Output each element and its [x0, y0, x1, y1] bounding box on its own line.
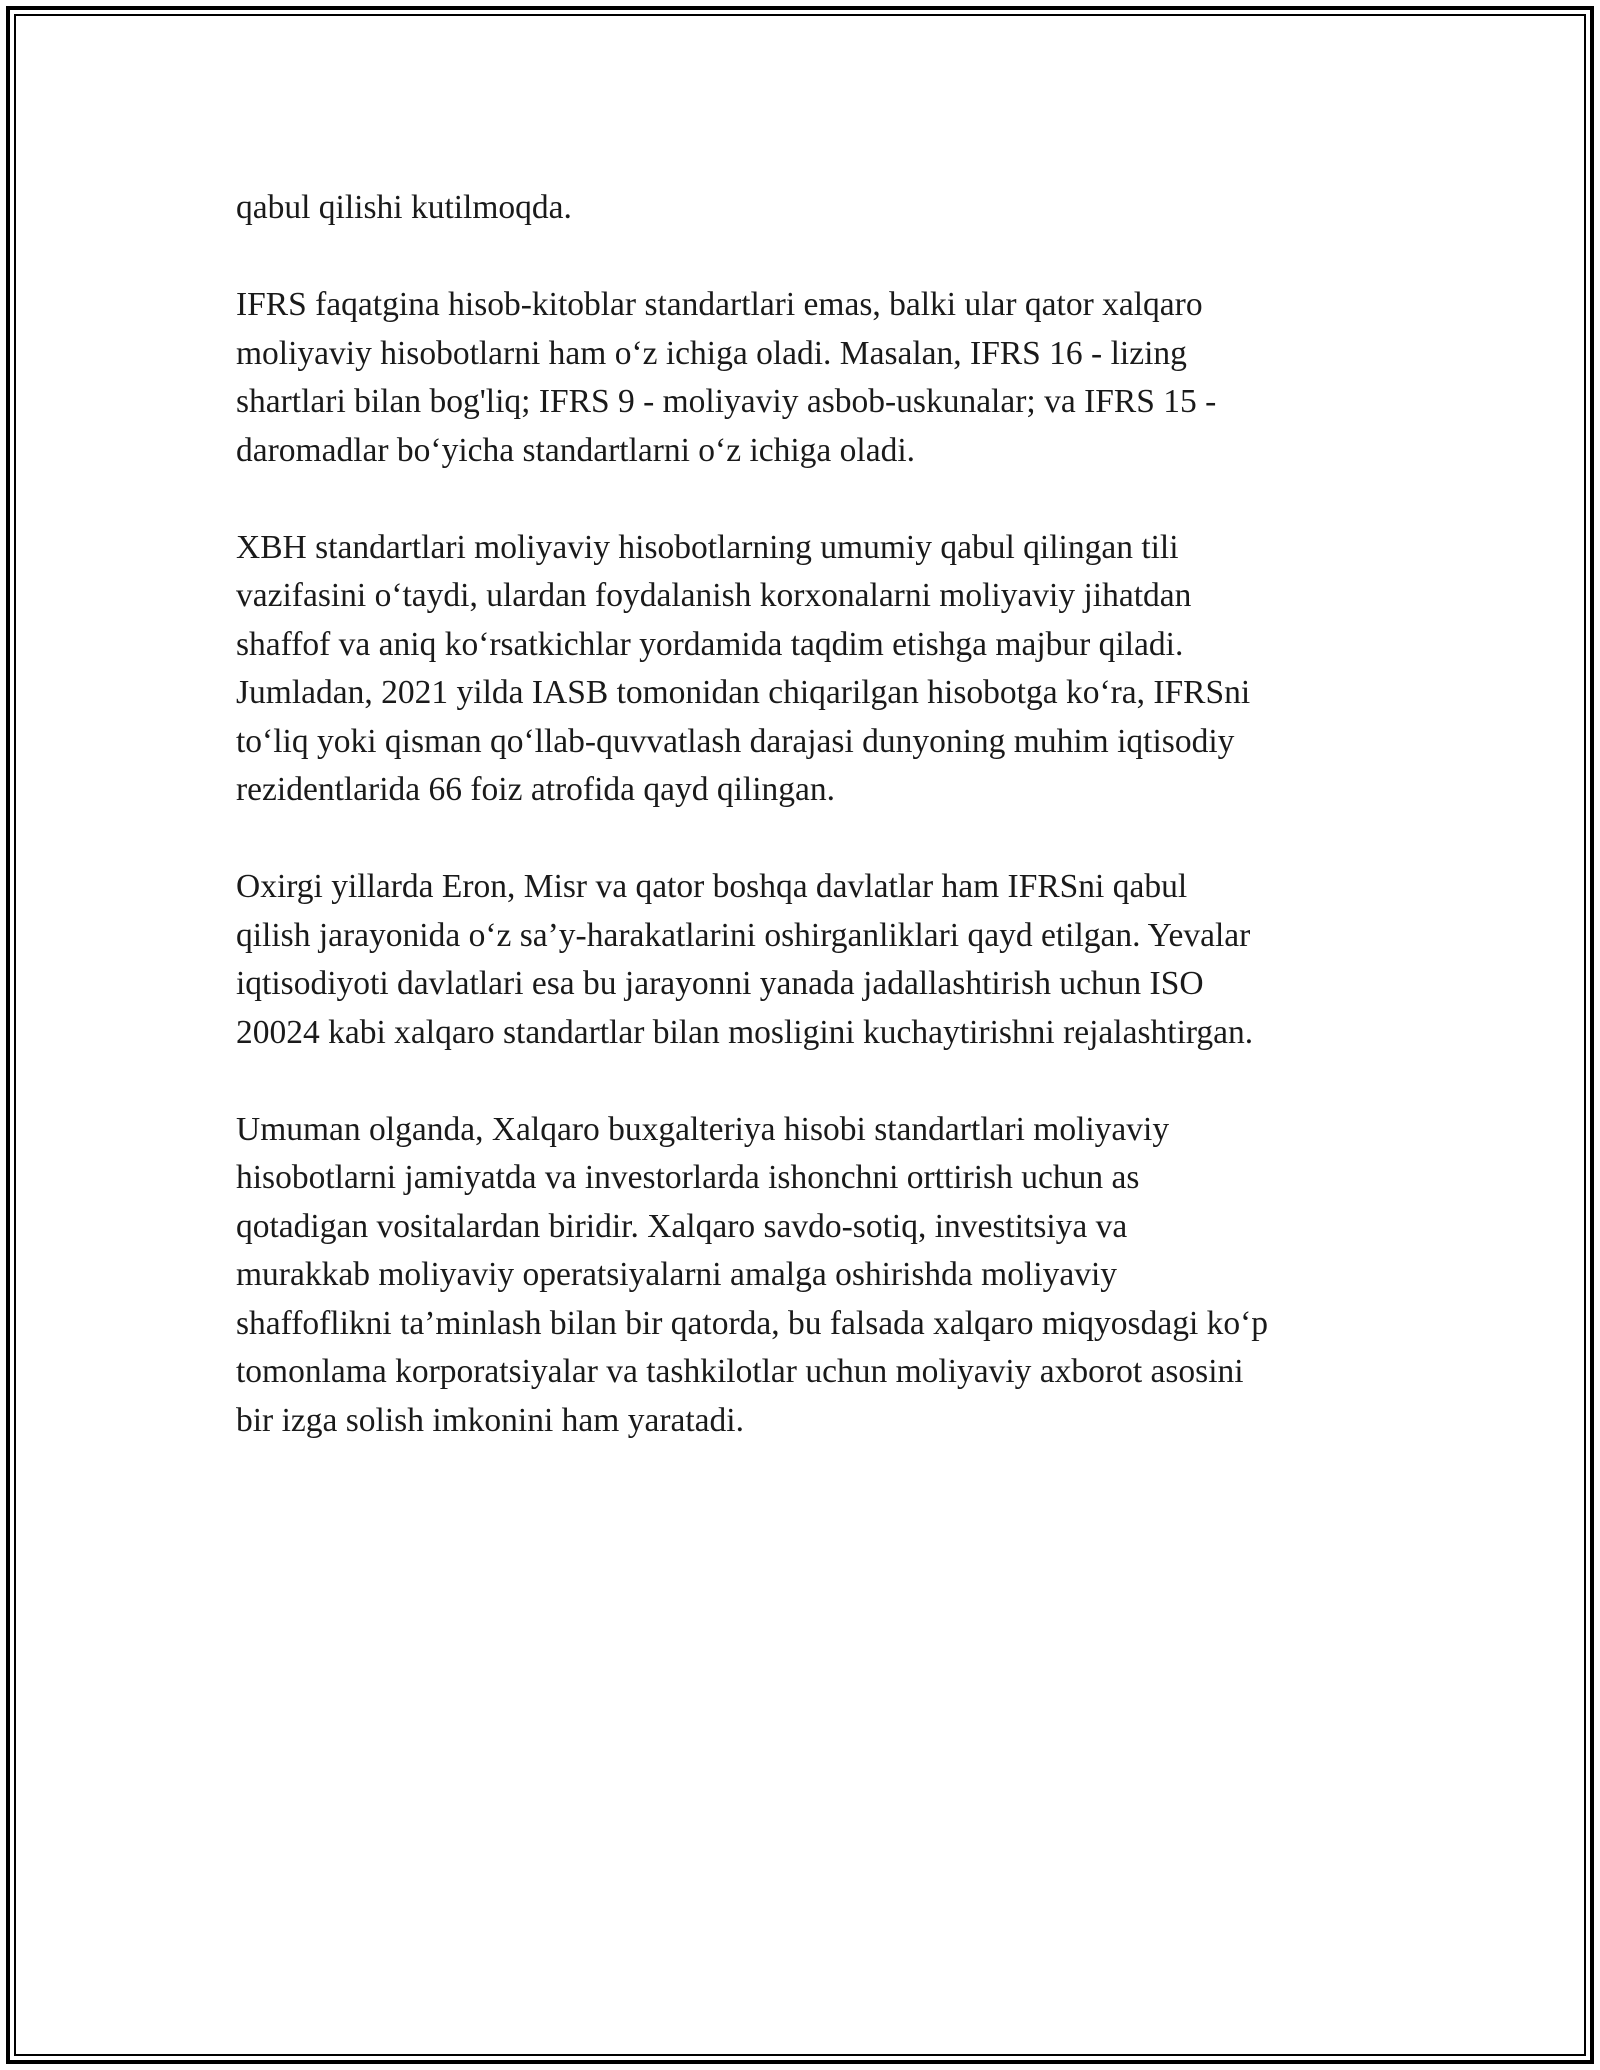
paragraph-line: hisobotlarni jamiyatda va investorlarda ishonchni orttirish uchun as: [236, 1159, 1140, 1196]
paragraph-line: IFRS faqatgina hisob-kitoblar standartlari emas, balki ular qator xalqaro: [236, 286, 1203, 323]
paragraph-line: qotadigan vositalardan biridir. Xalqaro savdo-sotiq, investitsiya va: [236, 1207, 1128, 1245]
paragraph-line: bir izga solish imkonini ham yaratadi.: [236, 1401, 744, 1439]
paragraph-1: [236, 184, 1386, 233]
paragraph-line: daromadlar bo‘yicha standartlarni o‘z ichiga oladi.: [236, 431, 916, 469]
paragraph-line: Oxirgi yillarda Eron, Misr va qator boshqa davlatlar ham IFRSni qabul: [236, 868, 1188, 905]
paragraph-3: [236, 524, 1386, 815]
paragraph-line: qabul qilishi kutilmoqda.: [236, 189, 572, 226]
paragraph-line: Umuman olganda, Xalqaro buxgalteriya hisobi standartlari moliyaviy: [236, 1110, 1170, 1148]
paragraph-2: [236, 281, 1386, 475]
paragraph-line: shaffof va aniq ko‘rsatkichlar yordamida taqdim etishga majbur qiladi.: [236, 625, 1184, 663]
document-body: [236, 184, 1386, 1494]
paragraph-line: vazifasini o‘taydi, ulardan foydalanish korxonalarni moliyaviy jihatdan: [236, 577, 1192, 614]
paragraph-line: iqtisodiyoti davlatlari esa bu jarayonni yanada jadallashtirish uchun ISO: [236, 965, 1204, 1002]
paragraph-line: moliyaviy hisobotlarni ham o‘z ichiga oladi. Masalan, IFRS 16 - lizing: [236, 334, 1187, 372]
paragraph-5: [236, 1106, 1386, 1446]
paragraph-line: shaffoflikni ta’minlash bilan bir qatorda, bu falsada xalqaro miqyosdagi ko‘p: [236, 1304, 1269, 1342]
paragraph-4: [236, 863, 1386, 1057]
paragraph-line: shartlari bilan bog'liq; IFRS 9 - moliyaviy asbob-uskunalar; va IFRS 15 -: [236, 383, 1217, 420]
paragraph-line: rezidentlarida 66 foiz atrofida qayd qilingan.: [236, 771, 836, 808]
paragraph-line: tomonlama korporatsiyalar va tashkilotlar uchun moliyaviy axborot asosini: [236, 1353, 1244, 1390]
paragraph-line: murakkab moliyaviy operatsiyalarni amalga oshirishda moliyaviy: [236, 1256, 1118, 1293]
paragraph-line: XBH standartlari moliyaviy hisobotlarning umumiy qabul qilingan tili: [236, 528, 1179, 566]
paragraph-line: Jumladan, 2021 yilda IASB tomonidan chiqarilgan hisobotga ko‘ra, IFRSni: [236, 674, 1251, 711]
paragraph-line: qilish jarayonida o‘z sa’y-harakatlarini oshirganliklari qayd etilgan. Yevalar: [236, 916, 1251, 954]
paragraph-line: to‘liq yoki qisman qo‘llab-quvvatlash darajasi dunyoning muhim iqtisodiy: [236, 722, 1235, 760]
paragraph-line: 20024 kabi xalqaro standartlar bilan mosligini kuchaytirishni rejalashtirgan.: [236, 1013, 1254, 1051]
